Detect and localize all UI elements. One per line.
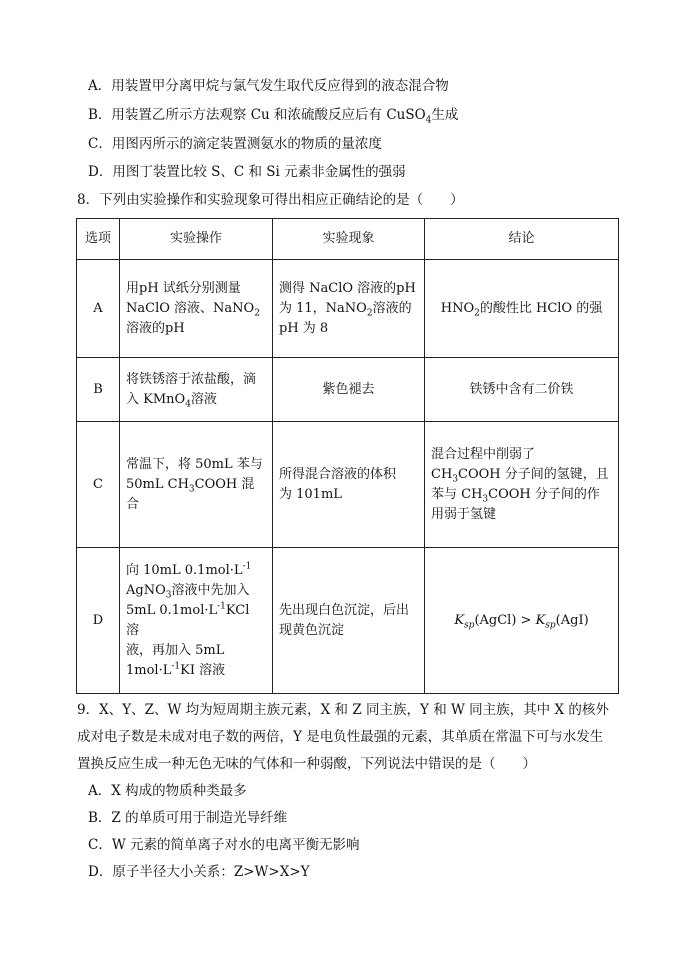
row-d-label: D <box>77 548 120 694</box>
table-header-row <box>77 219 619 260</box>
q8-stem: 8．下列由实验操作和实验现象可得出相应正确结论的是（ ） <box>77 192 464 208</box>
row-b-label: B <box>77 358 120 422</box>
row-a-label: A <box>77 260 120 358</box>
q9-option-b: B．Z 的单质可用于制造光导纤维 <box>88 810 288 826</box>
q7-option-c: C．用图丙所示的滴定装置测氨水的物质的量浓度 <box>88 136 382 152</box>
row-c-operation: 常温下，将 50mL 苯与 50mL $CH_3COOH$ 混合 <box>120 422 273 548</box>
q9-stem-line-3: 置换反应生成一种无色无味的气体和一种弱酸，下列说法中错误的是（ ） <box>77 756 536 772</box>
q9-option-a: A．X 构成的物质种类最多 <box>88 783 247 799</box>
row-a-operation: 用pH 试纸分别测量 NaClO 溶液、NaNO$_2$ 溶液的pH <box>120 260 273 358</box>
row-d-operation: 向 10mL $0.1mol\cdot L^{-1}$ AgNO$_3$溶液中先加入 5mL $0.1mol\cdot L^{-1}KCl$ 溶 液，再加入 5mL $1mol\cdot L^{-1}KI$ 溶液 <box>120 548 273 694</box>
q9-stem-line-2: 成对电子数是未成对电子数的两倍，Y 是电负性最强的元素，其单质在常温下可与水发生 <box>77 729 604 745</box>
experiment-table <box>76 218 619 694</box>
q7-option-d: D．用图丁装置比较 S、C 和 Si 元素非金属性的强弱 <box>88 164 406 180</box>
q9-option-c: C．W 元素的简单离子对水的电离平衡无影响 <box>88 837 360 853</box>
header-conclusion: 结论 <box>425 219 619 260</box>
row-c-phenomenon: 所得混合溶液的体积 为 101mL <box>273 422 425 548</box>
table-row-d <box>77 548 619 694</box>
table-row-b <box>77 358 619 422</box>
row-d-conclusion: $K_{sp}(AgCl) > K_{sp}(AgI)$ <box>425 548 619 694</box>
row-a-phenomenon: 测得 NaClO 溶液的pH 为 11，NaNO$_2$溶液的 pH 为 8 <box>273 260 425 358</box>
row-c-conclusion: 混合过程中削弱了 $CH_3COOH$ 分子间的氢键，且 苯与 $CH_3COOH$ 分子间的作 用弱于氢键 <box>425 422 619 548</box>
header-operation: 实验操作 <box>120 219 273 260</box>
q7-option-a: A．用装置甲分离甲烷与氯气发生取代反应得到的液态混合物 <box>88 78 449 94</box>
row-d-phenomenon: 先出现白色沉淀，后出 现黄色沉淀 <box>273 548 425 694</box>
header-option: 选项 <box>77 219 120 260</box>
row-b-phenomenon: 紫色褪去 <box>273 358 425 422</box>
table-row-a <box>77 260 619 358</box>
row-a-conclusion: $HNO_2$的酸性比 HClO 的强 <box>425 260 619 358</box>
row-c-label: C <box>77 422 120 548</box>
header-phenomenon: 实验现象 <box>273 219 425 260</box>
row-b-operation: 将铁锈溶于浓盐酸，滴 入 KMnO$_4$溶液 <box>120 358 273 422</box>
q9-option-d: D．原子半径大小关系：Z>W>X>Y <box>88 864 310 880</box>
table-row-c <box>77 422 619 548</box>
q9-stem-line-1: 9．X、Y、Z、W 均为短周期主族元素，X 和 Z 同主族，Y 和 W 同主族，其中 X 的核外 <box>77 702 609 718</box>
q7-option-b: B．用装置乙所示方法观察 Cu 和浓硫酸反应后有 CuSO$_4$生成 <box>88 107 459 126</box>
row-b-conclusion: 铁锈中含有二价铁 <box>425 358 619 422</box>
